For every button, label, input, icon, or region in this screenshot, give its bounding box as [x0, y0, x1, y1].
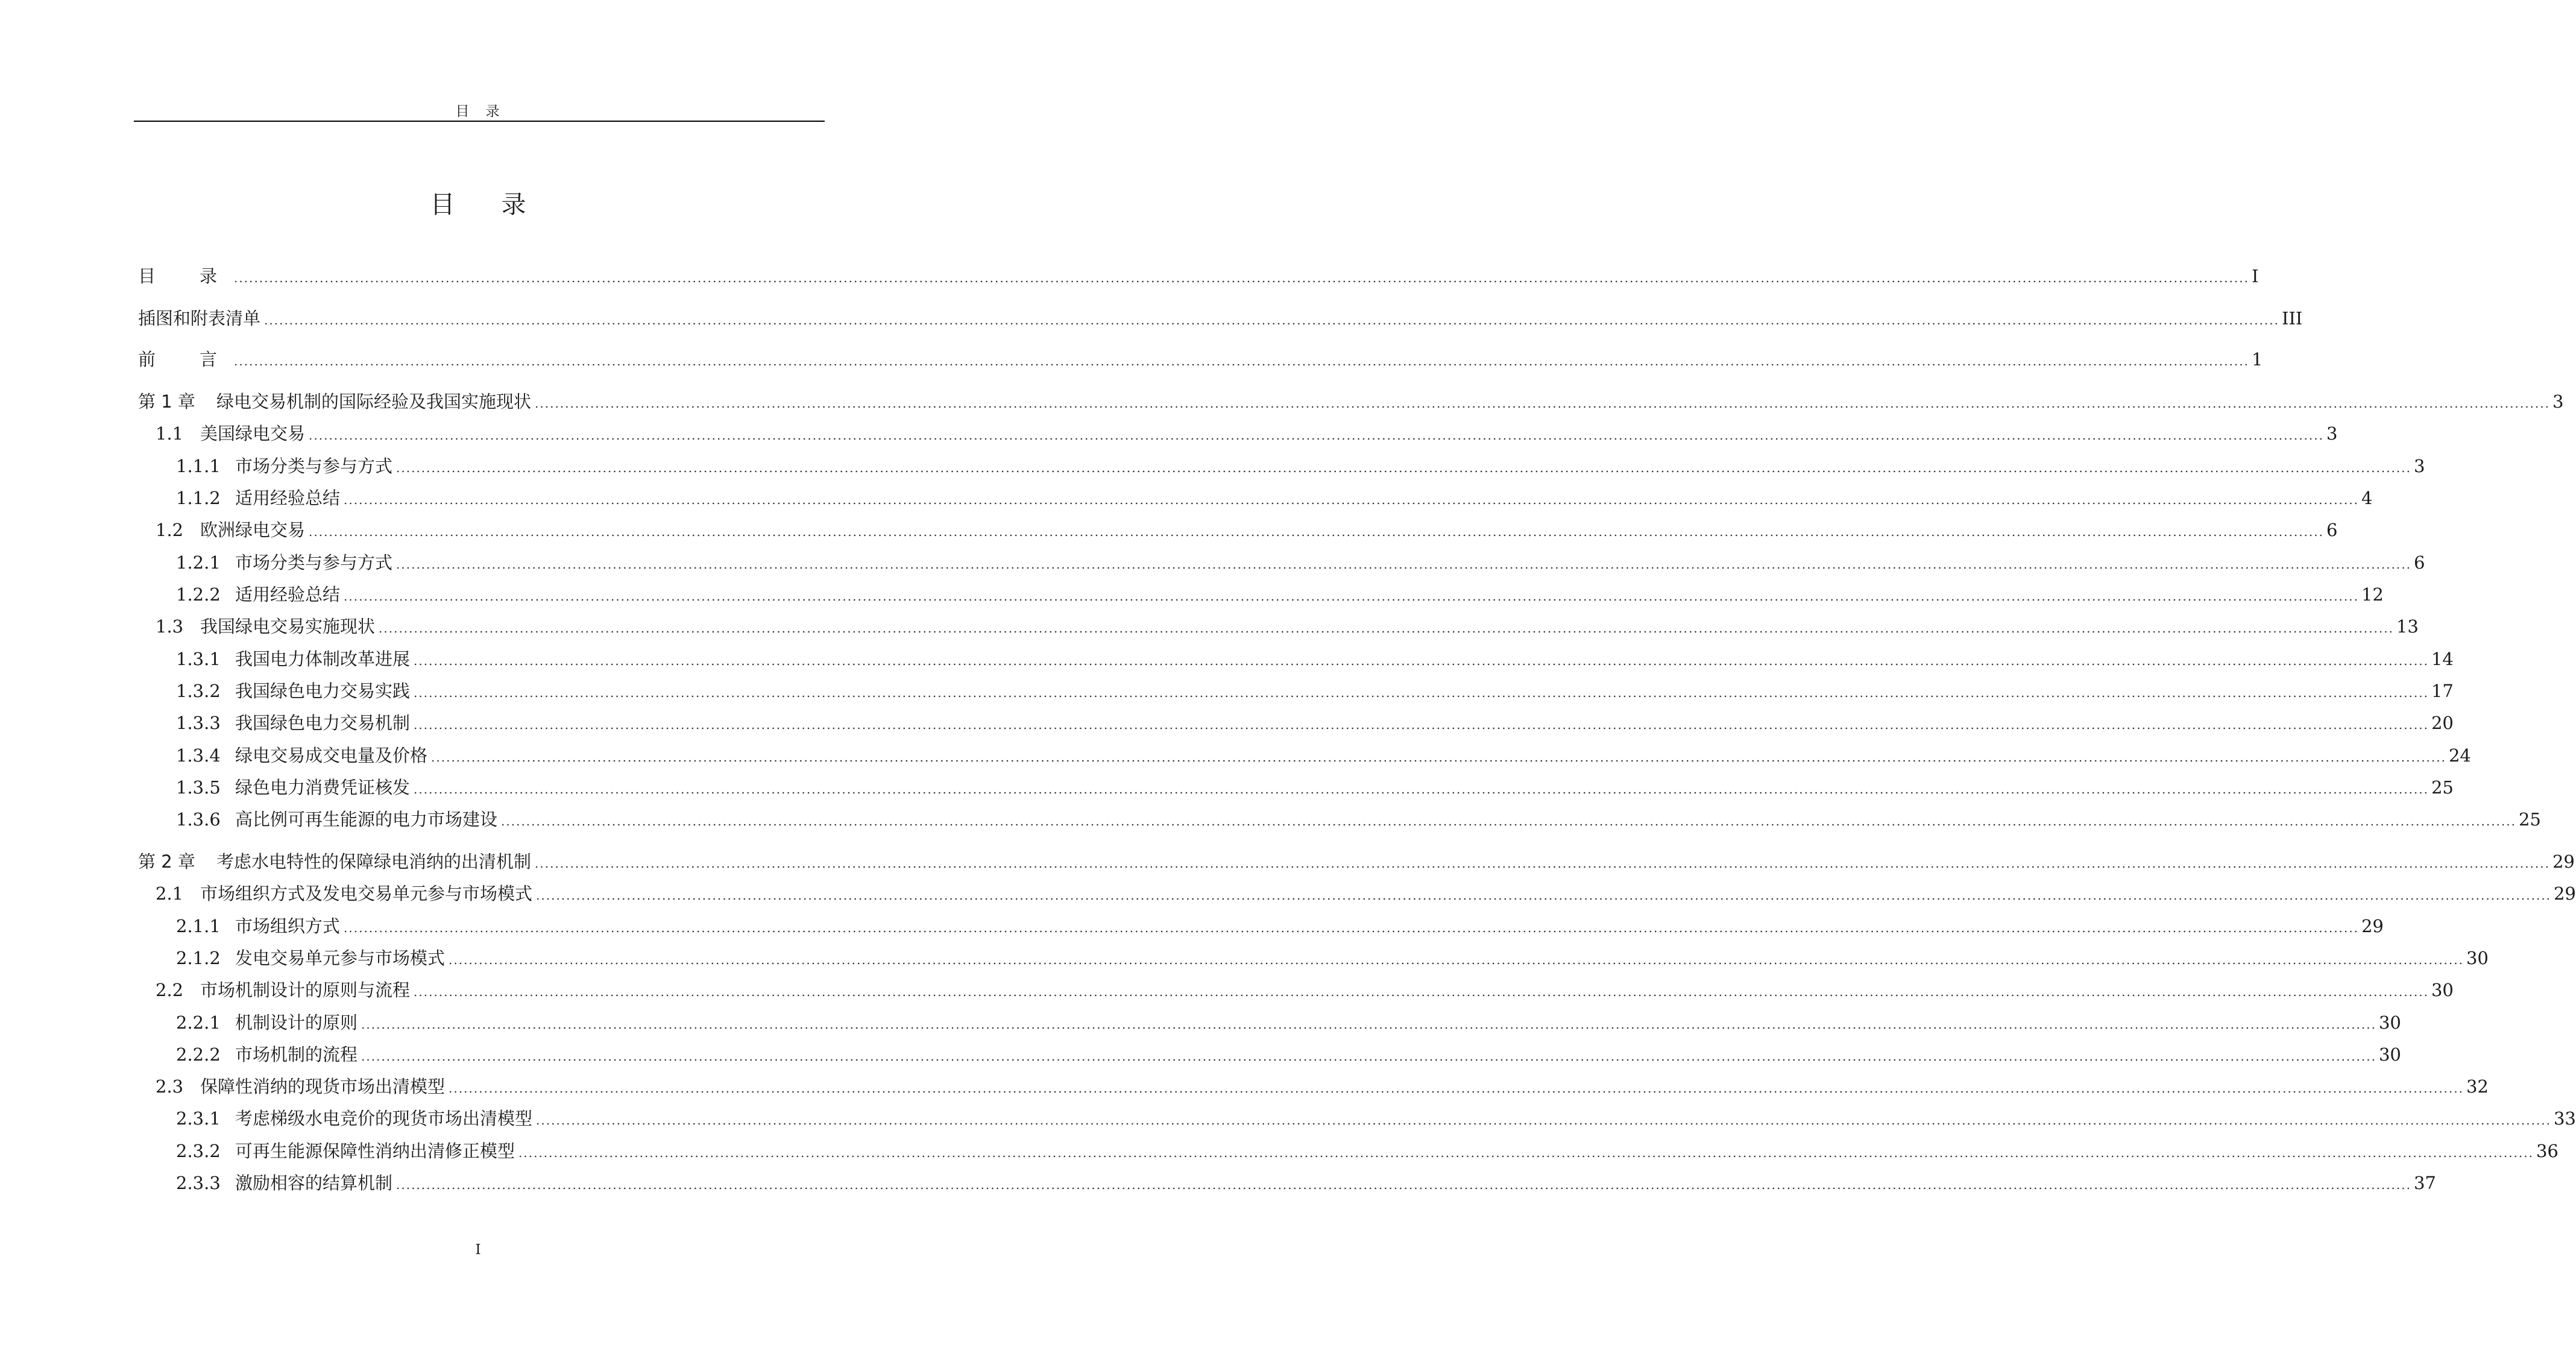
toc-entry-number: 1.3: [156, 616, 184, 637]
toc-entry-number: 1.1.1: [176, 456, 221, 476]
toc-entry-page: 37: [2413, 1173, 2436, 1193]
toc-entry-number: 1.2.1: [176, 552, 221, 573]
toc-entry-title: 适用经验总结: [235, 488, 341, 508]
toc-entry-page: 30: [2378, 1044, 2401, 1065]
toc-entry-number: 1.3.4: [176, 745, 221, 766]
toc-entry[interactable]: [176, 678, 2454, 704]
toc-dot-leader: ................................................................................................................................................................................................................................................................................................................................................................................................................: [431, 750, 2446, 765]
toc-entry-title: 市场分类与参与方式: [235, 552, 393, 573]
toc-entry[interactable]: [176, 581, 2384, 608]
toc-entry[interactable]: [156, 613, 2419, 640]
toc-dot-leader: ................................................................................................................................................................................................................................................................................................................................................................................................................: [309, 428, 2324, 443]
toc-entry-page: 33: [2553, 1108, 2576, 1129]
toc-entry[interactable]: [176, 453, 2425, 479]
toc-entry-title: 绿色电力消费凭证核发: [235, 777, 411, 798]
toc-entry-number: 1.1.2: [176, 488, 221, 508]
toc-entry[interactable]: [138, 388, 2564, 415]
toc-entry[interactable]: [156, 517, 2338, 543]
page-number: I: [475, 1242, 481, 1258]
toc-dot-leader: ................................................................................................................................................................................................................................................................................................................................................................................................................: [361, 1017, 2376, 1032]
toc-entry-number: 1.3.5: [176, 777, 221, 798]
toc-entry-page: III: [2281, 308, 2303, 329]
toc-entry-title: 欧洲绿电交易: [200, 520, 306, 540]
toc-entry[interactable]: [176, 549, 2425, 576]
toc-entry-number: 1.1: [156, 423, 184, 444]
toc-dot-leader: ................................................................................................................................................................................................................................................................................................................................................................................................................: [414, 686, 2429, 700]
toc-entry-title: 目 录: [138, 266, 231, 286]
toc-entry[interactable]: [138, 305, 2303, 332]
page-title: 目 录: [430, 190, 537, 219]
toc-entry[interactable]: [176, 774, 2454, 801]
running-header: 目 录: [455, 104, 501, 119]
toc-entry[interactable]: [176, 1170, 2436, 1196]
toc-entry-title: 市场组织方式及发电交易单元参与市场模式: [200, 883, 533, 904]
toc-entry-title: 市场组织方式: [235, 916, 341, 936]
toc-entry-title: 市场分类与参与方式: [235, 456, 393, 476]
toc-entry-number: 2.1: [156, 883, 184, 904]
toc-dot-leader: ................................................................................................................................................................................................................................................................................................................................................................................................................: [361, 1049, 2376, 1064]
toc-dot-leader: ................................................................................................................................................................................................................................................................................................................................................................................................................: [535, 856, 2550, 871]
toc-dot-leader: ................................................................................................................................................................................................................................................................................................................................................................................................................: [535, 396, 2550, 411]
toc-entry[interactable]: [176, 806, 2541, 833]
toc-entry[interactable]: [176, 1138, 2559, 1164]
toc-entry-title: 美国绿电交易: [200, 423, 306, 444]
toc-entry-title: 保障性消纳的现货市场出清模型: [200, 1076, 446, 1097]
toc-dot-leader: ................................................................................................................................................................................................................................................................................................................................................................................................................: [449, 953, 2464, 967]
toc-dot-leader: ................................................................................................................................................................................................................................................................................................................................................................................................................: [414, 985, 2429, 999]
toc-entry-page: 17: [2431, 681, 2454, 701]
toc-entry[interactable]: [156, 1073, 2489, 1100]
toc-entry[interactable]: [138, 848, 2575, 875]
toc-entry-page: 6: [2326, 520, 2338, 540]
toc-entry-title: 可再生能源保障性消纳出清修正模型: [235, 1141, 515, 1161]
toc-entry-title: 我国绿色电力交易实践: [235, 681, 411, 701]
toc-entry-number: 2.2: [156, 980, 184, 1000]
toc-entry-title: 适用经验总结: [235, 584, 341, 605]
toc-entry-title: 我国绿色电力交易机制: [235, 713, 411, 733]
toc-entry-number: 第 2 章: [138, 851, 195, 872]
toc-entry-page: 20: [2431, 713, 2454, 733]
toc-dot-leader: ................................................................................................................................................................................................................................................................................................................................................................................................................: [396, 557, 2411, 572]
toc-entry-page: 25: [2431, 777, 2454, 798]
toc-entry-page: 24: [2448, 745, 2471, 766]
toc-entry-title: 考虑水电特性的保障绿电消纳的出清机制: [216, 851, 532, 872]
toc-entry-number: 2.1.1: [176, 916, 221, 936]
toc-entry[interactable]: [176, 1105, 2576, 1132]
toc-entry-title: 高比例可再生能源的电力市场建设: [235, 809, 498, 830]
toc-entry[interactable]: [156, 420, 2338, 447]
toc-dot-leader: ................................................................................................................................................................................................................................................................................................................................................................................................................: [414, 654, 2429, 668]
toc-dot-leader: ................................................................................................................................................................................................................................................................................................................................................................................................................: [344, 921, 2359, 935]
toc-entry-page: 29: [2553, 883, 2576, 904]
toc-entry-page: 30: [2431, 980, 2454, 1000]
toc-dot-leader: ................................................................................................................................................................................................................................................................................................................................................................................................................: [414, 782, 2429, 796]
toc-entry-number: 1.3.3: [176, 713, 221, 733]
toc-dot-leader: ................................................................................................................................................................................................................................................................................................................................................................................................................: [234, 271, 2249, 285]
toc-entry-title: 市场机制设计的原则与流程: [200, 980, 411, 1000]
toc-entry-number: 1.2: [156, 520, 184, 540]
toc-entry[interactable]: [176, 913, 2384, 939]
toc-entry-page: 3: [2326, 423, 2338, 444]
toc-dot-leader: ................................................................................................................................................................................................................................................................................................................................................................................................................: [501, 814, 2516, 828]
toc-entry-page: 30: [2466, 948, 2489, 968]
toc-entry[interactable]: [176, 710, 2454, 736]
toc-dot-leader: ................................................................................................................................................................................................................................................................................................................................................................................................................: [344, 589, 2359, 604]
toc-entry-title: 我国电力体制改革进展: [235, 649, 411, 669]
toc-entry-page: 3: [2413, 456, 2425, 476]
toc-dot-leader: ................................................................................................................................................................................................................................................................................................................................................................................................................: [449, 1081, 2464, 1096]
toc-entry-page: 13: [2396, 616, 2419, 637]
toc-entry[interactable]: [176, 1041, 2401, 1068]
toc-entry-number: 1.3.6: [176, 809, 221, 830]
toc-entry[interactable]: [138, 346, 2263, 373]
toc-entry-title: 激励相容的结算机制: [235, 1173, 393, 1193]
toc-entry-number: 2.2.1: [176, 1012, 221, 1033]
toc-entry-page: 32: [2466, 1076, 2489, 1097]
toc-entry-title: 绿电交易机制的国际经验及我国实施现状: [216, 391, 532, 412]
toc-entry-title: 插图和附表清单: [138, 308, 261, 329]
toc-entry-page: 1: [2251, 349, 2263, 370]
toc-entry-page: 14: [2431, 649, 2454, 669]
toc-entry-page: 30: [2378, 1012, 2401, 1033]
toc-entry-page: 29: [2361, 916, 2384, 936]
toc-dot-leader: ................................................................................................................................................................................................................................................................................................................................................................................................................: [518, 1146, 2534, 1160]
toc-entry[interactable]: [176, 945, 2489, 971]
toc-entry-page: 6: [2413, 552, 2425, 573]
toc-entry-number: 2.3.3: [176, 1173, 221, 1193]
toc-entry-page: 25: [2518, 809, 2541, 830]
toc-entry-page: 3: [2552, 391, 2564, 412]
toc-entry-page: 29: [2552, 851, 2575, 872]
toc-entry-title: 绿电交易成交电量及价格: [235, 745, 428, 766]
toc-dot-leader: ................................................................................................................................................................................................................................................................................................................................................................................................................: [234, 354, 2249, 368]
toc-entry-page: 36: [2536, 1141, 2559, 1161]
toc-entry-number: 1.2.2: [176, 584, 221, 605]
toc-dot-leader: ................................................................................................................................................................................................................................................................................................................................................................................................................: [396, 1178, 2411, 1192]
toc-entry-title: 机制设计的原则: [235, 1012, 358, 1033]
toc-entry[interactable]: [176, 646, 2454, 672]
toc-dot-leader: ................................................................................................................................................................................................................................................................................................................................................................................................................: [264, 313, 2279, 327]
toc-entry-page: I: [2251, 266, 2259, 286]
toc-dot-leader: ................................................................................................................................................................................................................................................................................................................................................................................................................: [536, 1113, 2551, 1128]
toc-entry-page: 12: [2361, 584, 2384, 605]
toc-entry-number: 2.3.1: [176, 1108, 221, 1129]
toc-entry[interactable]: [176, 742, 2471, 769]
toc-entry-number: 2.2.2: [176, 1044, 221, 1065]
toc-entry-title: 我国绿电交易实施现状: [200, 616, 376, 637]
toc-dot-leader: ................................................................................................................................................................................................................................................................................................................................................................................................................: [379, 621, 2394, 636]
toc-dot-leader: ................................................................................................................................................................................................................................................................................................................................................................................................................: [396, 461, 2411, 475]
toc-entry-title: 考虑梯级水电竞价的现货市场出清模型: [235, 1108, 533, 1129]
toc-entry-number: 1.3.1: [176, 649, 221, 669]
toc-entry[interactable]: [138, 263, 2259, 289]
toc-entry-number: 2.3.2: [176, 1141, 221, 1161]
toc-dot-leader: ................................................................................................................................................................................................................................................................................................................................................................................................................: [414, 718, 2429, 732]
toc-entry-title: 前 言: [138, 349, 231, 370]
toc-entry-title: 发电交易单元参与市场模式: [235, 948, 446, 968]
toc-entry-number: 1.3.2: [176, 681, 221, 701]
toc-entry-page: 4: [2361, 488, 2373, 508]
toc-entry-number: 2.3: [156, 1076, 184, 1097]
toc-entry[interactable]: [156, 880, 2576, 907]
toc-entry-title: 市场机制的流程: [235, 1044, 358, 1065]
toc-dot-leader: ................................................................................................................................................................................................................................................................................................................................................................................................................: [536, 888, 2551, 903]
toc-entry[interactable]: [176, 485, 2373, 511]
toc-entry[interactable]: [176, 1009, 2401, 1036]
toc-dot-leader: ................................................................................................................................................................................................................................................................................................................................................................................................................: [344, 493, 2359, 507]
toc-entry-number: 第 1 章: [138, 391, 195, 412]
toc-dot-leader: ................................................................................................................................................................................................................................................................................................................................................................................................................: [309, 525, 2324, 539]
toc-entry[interactable]: [156, 977, 2454, 1003]
toc-entry-number: 2.1.2: [176, 948, 221, 968]
